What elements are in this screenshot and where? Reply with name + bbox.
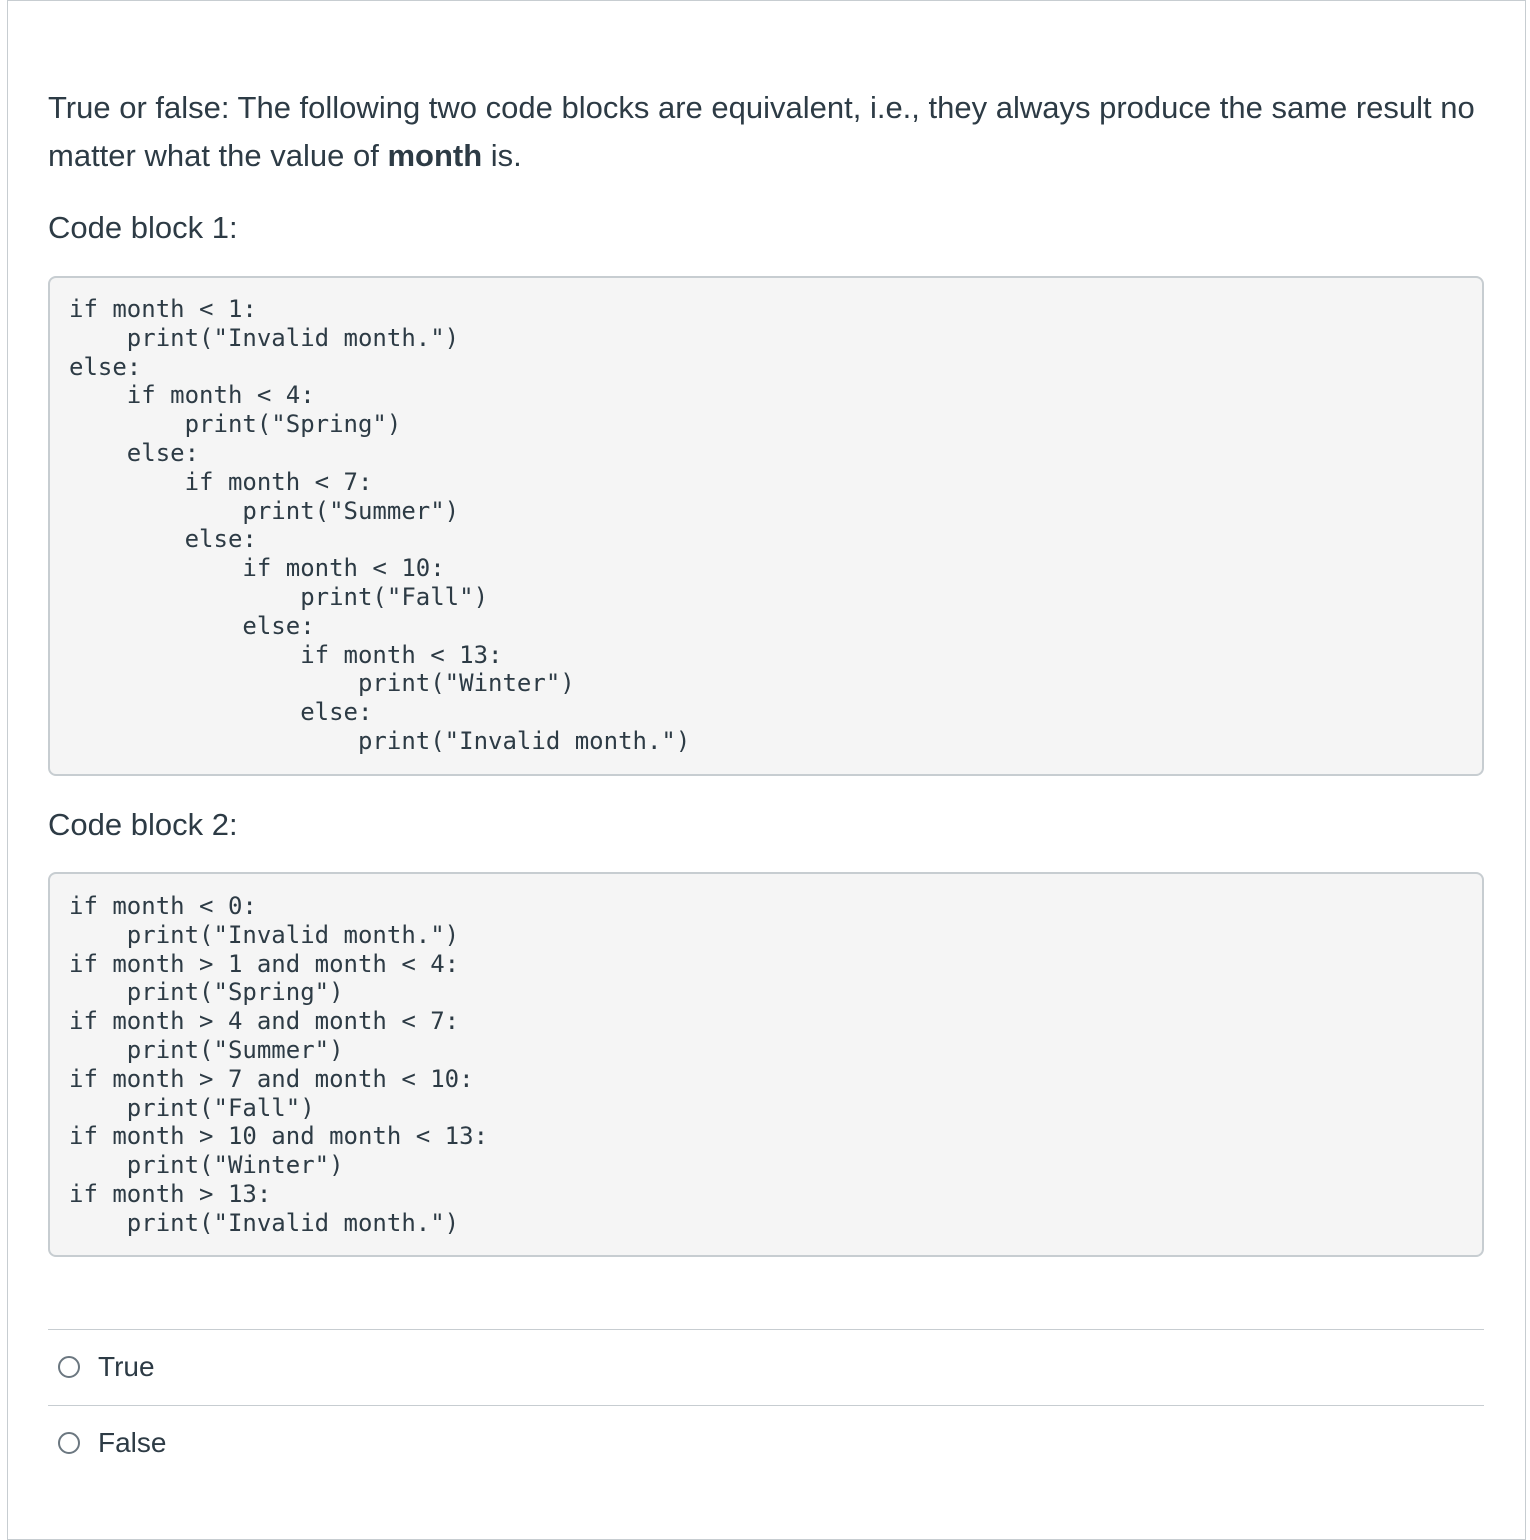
- code-block-2-text: if month < 0: print("Invalid month.") if month > 1 and month < 4: print("Spring") if month > 4 and month < 7: print("Summer") if month > 7 and month < 10: print("Fall") if month > 10 and month < 13: print("Winter") if month > 13: print("Invalid month."): [69, 892, 489, 1237]
- question-prompt: [48, 84, 1478, 180]
- answer-label-false[interactable]: False: [98, 1427, 167, 1458]
- code-block-1-heading: Code block 1:: [48, 210, 238, 245]
- prompt-text-start: True or false: The following two code blocks are equivalent, i.e., they always produce the same result no matter what the value of: [48, 90, 1475, 173]
- radio-button-true[interactable]: [58, 1356, 80, 1378]
- answer-option-false[interactable]: [48, 1415, 1484, 1475]
- answer-option-true[interactable]: [48, 1339, 1484, 1399]
- answers-divider-top: [48, 1329, 1484, 1330]
- answers-divider-middle: [48, 1405, 1484, 1406]
- radio-button-false[interactable]: [58, 1432, 80, 1454]
- prompt-variable-name: month: [387, 138, 483, 173]
- prompt-text-end: is.: [482, 138, 522, 173]
- code-block-1-text: if month < 1: print("Invalid month.") else: if month < 4: print("Spring") else: if month < 7: print("Summer") else: if month < 10: print("Fall") else: if month < 13: print("Winter") else: print("Invalid month."): [69, 295, 691, 755]
- code-block-2: [48, 872, 1484, 1257]
- answer-label-true[interactable]: True: [98, 1351, 155, 1382]
- code-block-2-heading: Code block 2:: [48, 807, 238, 842]
- code-block-1: [48, 276, 1484, 776]
